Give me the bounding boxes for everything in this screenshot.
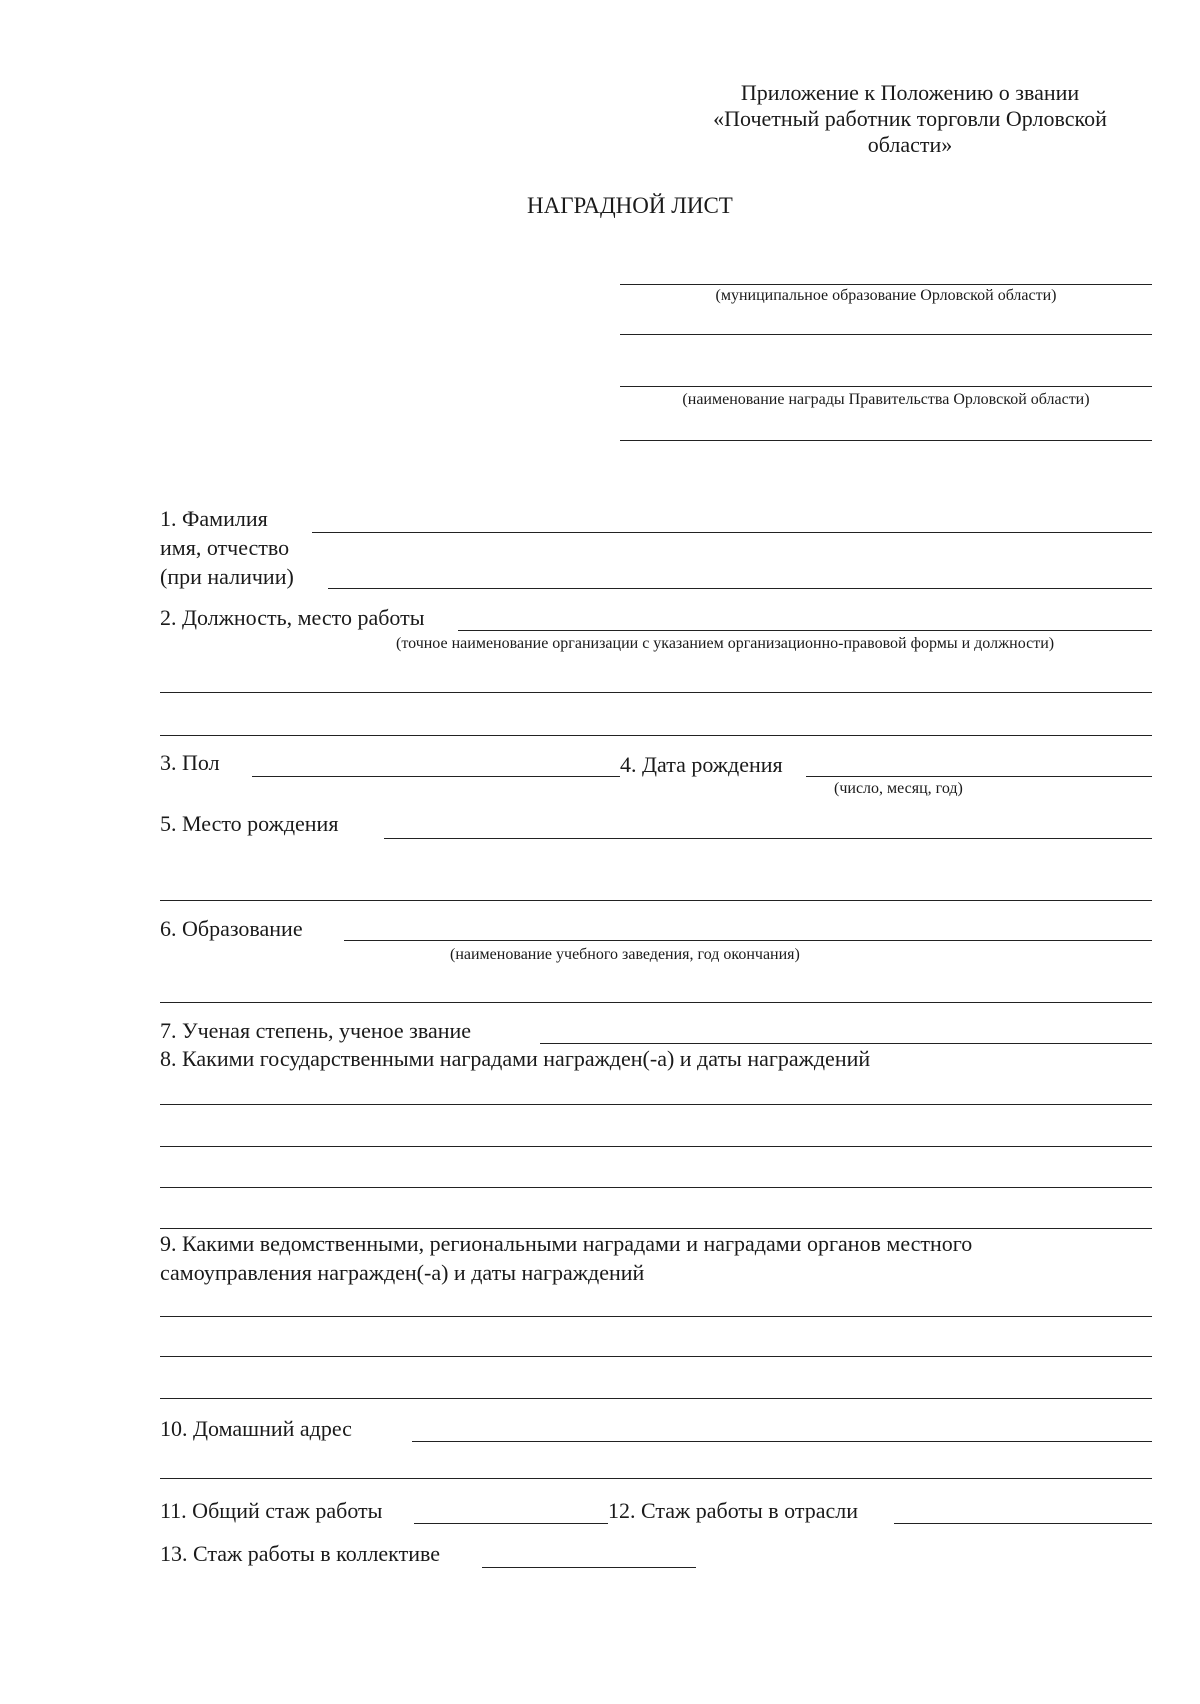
award-name-line-2[interactable] [620,440,1152,441]
field-label-team-experience: 13. Стаж работы в коллективе [160,1541,440,1566]
field-label-position: 2. Должность, место работы [160,605,425,630]
field-label-sex: 3. Пол [160,750,220,775]
regional-awards-line-2[interactable] [160,1356,1152,1357]
birth-place-input-line[interactable] [384,838,1152,839]
education-input-line-2[interactable] [160,1002,1152,1003]
field-label-name-patronymic: имя, отчество [160,535,290,560]
field-label-surname: 1. Фамилия [160,506,268,531]
municipality-line-2[interactable] [620,334,1152,335]
birth-date-caption: (число, месяц, год) [834,780,963,797]
position-input-line[interactable] [458,630,1152,631]
total-experience-input-line[interactable] [414,1523,608,1524]
state-awards-line-2[interactable] [160,1146,1152,1147]
municipality-caption: (муниципальное образование Орловской области) [715,287,1057,304]
state-awards-line-3[interactable] [160,1187,1152,1188]
field-label-if-any: (при наличии) [160,564,294,589]
birth-place-input-line-2[interactable] [160,900,1152,901]
academic-degree-input-line[interactable] [540,1043,1152,1044]
education-input-line[interactable] [344,940,1152,941]
state-awards-line-4[interactable] [160,1228,1152,1229]
birth-date-input-line[interactable] [806,776,1152,777]
regional-awards-line-3[interactable] [160,1398,1152,1399]
position-input-line-3[interactable] [160,735,1152,736]
position-input-line-2[interactable] [160,692,1152,693]
sex-input-line[interactable] [252,776,620,777]
field-label-industry-experience: 12. Стаж работы в отрасли [608,1498,859,1523]
organization-caption: (точное наименование организации с указанием организационно-правовой формы и должности) [396,635,1055,652]
surname-input-line[interactable] [312,532,1152,533]
field-label-birth-date: 4. Дата рождения [620,752,783,777]
field-label-total-experience: 11. Общий стаж работы [160,1498,383,1523]
regional-awards-line-1[interactable] [160,1316,1152,1317]
municipality-line[interactable] [620,284,1152,285]
industry-experience-input-line[interactable] [894,1523,1152,1524]
appendix-header-line2: «Почетный работник торговли Орловской [713,106,1107,131]
field-label-regional-awards-2: самоуправления награжден(-а) и даты награждений [160,1260,645,1285]
appendix-header-line3: области» [867,132,953,157]
home-address-input-line-2[interactable] [160,1478,1152,1479]
state-awards-line-1[interactable] [160,1104,1152,1105]
appendix-header-line1: Приложение к Положению о звании [740,80,1080,105]
field-label-regional-awards-1: 9. Какими ведомственными, региональными наградами и наградами органов местного [160,1231,973,1256]
education-caption: (наименование учебного заведения, год окончания) [450,946,800,963]
field-label-birth-place: 5. Место рождения [160,811,339,836]
award-name-caption: (наименование награды Правительства Орловской области) [682,391,1090,408]
home-address-input-line[interactable] [412,1441,1152,1442]
award-name-line[interactable] [620,386,1152,387]
field-label-home-address: 10. Домашний адрес [160,1416,352,1441]
field-label-state-awards: 8. Какими государственными наградами награжден(-а) и даты награждений [160,1046,871,1071]
page-title: НАГРАДНОЙ ЛИСТ [527,193,733,218]
field-label-education: 6. Образование [160,916,303,941]
team-experience-input-line[interactable] [482,1567,696,1568]
name-input-line[interactable] [328,588,1152,589]
field-label-academic-degree: 7. Ученая степень, ученое звание [160,1018,472,1043]
